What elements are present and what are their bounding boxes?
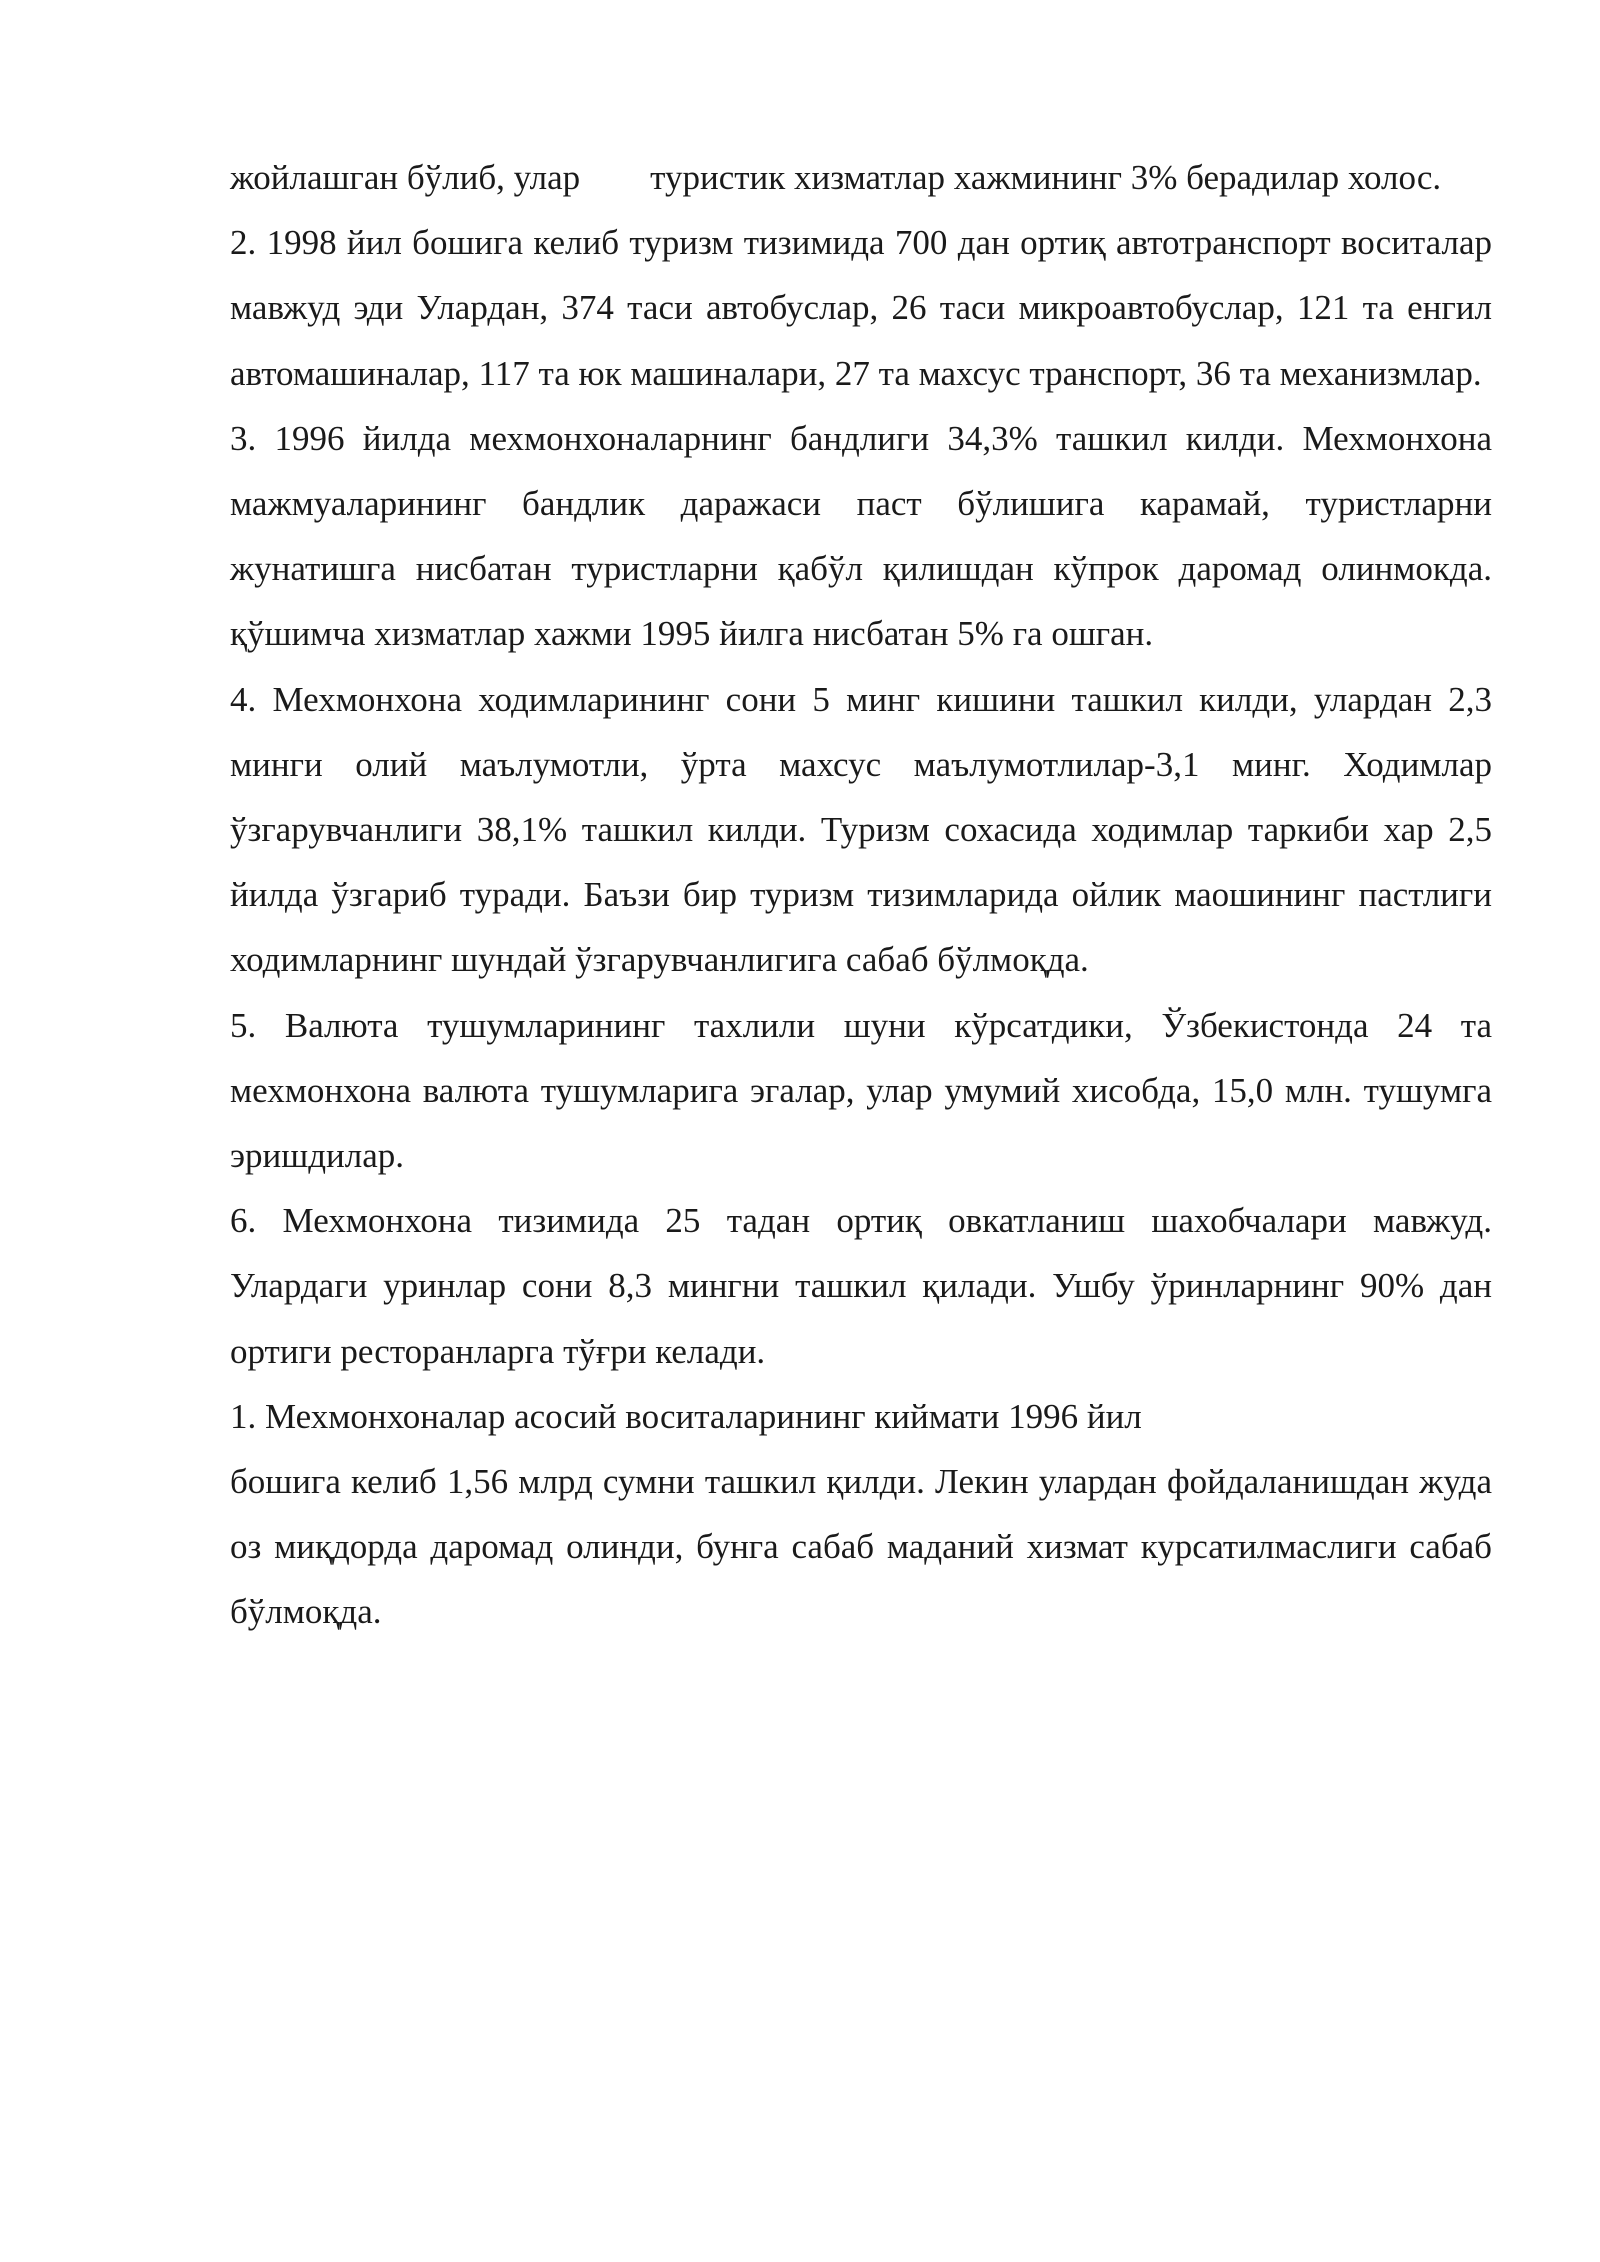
paragraph-item-4: 4. Мехмонхона ходимларининг сони 5 минг кишини ташкил килди, улардан 2,3 минги олий маълумотли, ўрта махсус маълумотлилар-3,1 минг. Ходимлар ўзгарувчанлиги 38,1% ташкил килди. Туризм сохасида ходимлар таркиби хар 2,5 йилда ўзгариб туради. Баъзи бир туризм тизимларида ойлик маошининг пастлиги ходимларнинг шундай ўзгарувчанлигига сабаб бўлмоқда. [230, 679, 1492, 980]
paragraph-item-6: 6. Мехмонхона тизимида 25 тадан ортиқ овкатланиш шахобчалари мавжуд. Улардаги уринлар сони 8,3 мингни ташкил қилади. Ушбу ўринларнинг 90% дан ортиги ресторанларга тўғри келади. [230, 1201, 1492, 1371]
document-page [230, 145, 1492, 1645]
paragraph-item-1-body: бошига келиб 1,56 млрд сумни ташкил қилди. Лекин улардан фойдаланишдан жуда оз миқдорда даромад олинди, бунга сабаб маданий хизмат курсатилмаслиги сабаб бўлмоқда. [230, 1462, 1492, 1632]
paragraph-continuation-part2: туристик хизматлар хажмининг 3% берадилар холос. [650, 158, 1442, 197]
paragraph-item-2: 2. 1998 йил бошига келиб туризм тизимида 700 дан ортиқ автотранспорт воситалар мавжуд эди Улардан, 374 таси автобуслар, 26 таси микроавтобуслар, 121 та енгил автомашиналар, 117 та юк машиналари, 27 та махсус транспорт, 36 та механизмлар. [230, 223, 1492, 393]
paragraph-item-5: 5. Валюта тушумларининг тахлили шуни кўрсатдики, Ўзбекистонда 24 та мехмонхона валюта тушумларига эгалар, улар умумий хисобда, 15,0 млн. тушумга эришдилар. [230, 1005, 1492, 1176]
paragraph-continuation-part1: жойлашган бўлиб, улар [230, 158, 581, 197]
paragraph-item-3: 3. 1996 йилда мехмонхоналарнинг бандлиги 34,3% ташкил килди. Мехмонхона мажмуаларининг бандлик даражаси паст бўлишига карамай, туристларни жунатишга нисбатан туристларни қабўл қилишдан кўпрок даромад олинмокда. қўшимча хизматлар хажми 1995 йилга нисбатан 5% га ошган. [230, 418, 1492, 654]
paragraph-item-1-heading: 1. Мехмонхоналар асосий воситаларининг киймати 1996 йил [230, 1396, 1142, 1436]
paragraph-continuation [230, 145, 1492, 210]
